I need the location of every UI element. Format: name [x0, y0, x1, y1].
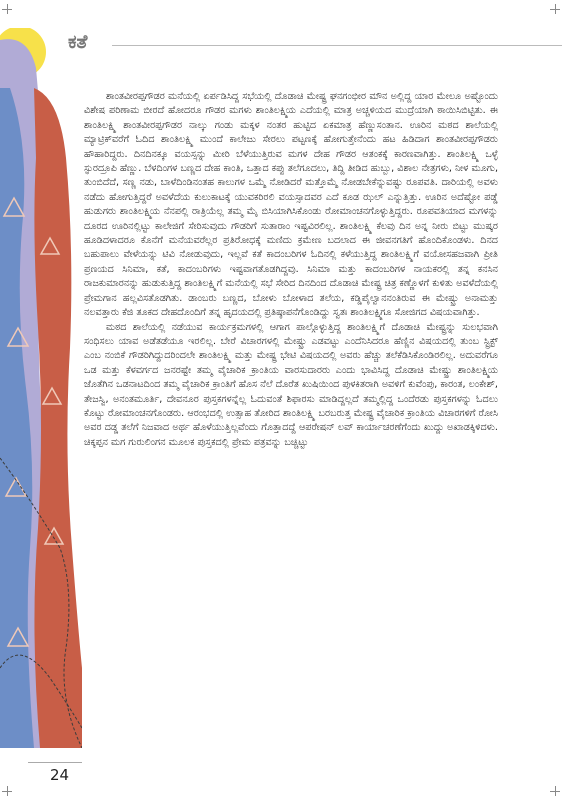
crop-mark [2, 786, 12, 796]
crop-mark [550, 4, 560, 14]
section-title: ಕತೆ [68, 31, 88, 53]
page-header [0, 22, 562, 62]
page-number: 24 [50, 766, 70, 784]
footer-rule [28, 762, 82, 763]
crop-mark [550, 786, 560, 796]
decorative-side-illustration [0, 28, 82, 748]
paragraph: ಶಾಂತವೀರಪ್ಪಗೌಡರ ಮನೆಯಲ್ಲಿ ಏರ್ಪಡಿಸಿದ್ದ ಸಭೆಯಲ್ಲಿ ದೊಡಾಚಿ ಮೇಷ್ಟ್ರ ಘನಗಂಭೀರ ಮೌನ ಅಲ್ಲಿದ್ದ ಯಾರ ಮೇಲೂ ಅಷ್ಟೊಂದು ವಿಶೇಷ ಪರಿಣಾಮ ಬೀರದೆ ಹೋದರೂ ಗೌಡರ ಮಗಳು ಶಾಂತಿಲಕ್ಷ್ಮಿಯ ಎದೆಯಲ್ಲಿ ಮಾತ್ರ ಅಚ್ಚಳಿಯದ ಮುದ್ರೆಯಾಗಿ ಠಾಯಿಸಿಬಿಟ್ಟಿತು. ಈ ಶಾಂತಿಲಕ್ಷ್ಮಿ ಶಾಂತವೀರಪ್ಪಗೌಡರ ನಾಲ್ಕು ಗಂಡು ಮಕ್ಕಳ ನಂತರ ಹುಟ್ಟಿದ ಏಕಮಾತ್ರ ಹೆಣ್ಣುಸಂತಾನ. ಊರಿನ ಮಠದ ಶಾಲೆಯಲ್ಲಿ ಮ್ಯಾಟ್ರಿಕ್‌ವರೆಗೆ ಓದಿದ ಶಾಂತಿಲಕ್ಷ್ಮಿ ಮುಂದೆ ಕಾಲೇಜು ಸೇರಲು ಪಟ್ಟಣಕ್ಕೆ ಹೋಗುತ್ತೇನೆಂದು ಹಟ ಹಿಡಿದಾಗ ಶಾಂತವೀರಪ್ಪಗೌಡರು ಹೌಹಾರಿದ್ದರು. ದಿನದಿನಕ್ಕೂ ವಯಸ್ಸನ್ನು ಮೀರಿ ಬೆಳೆಯುತ್ತಿರುವ ಮಗಳ ದೇಹ ಗೌಡರ ಆತಂಕಕ್ಕೆ ಕಾರಣವಾಗಿತ್ತು. ಶಾಂತಿಲಕ್ಷ್ಮಿ ಒಳ್ಳೆ ಸ್ಫುರದ್ರೂಪಿ ಹೆಣ್ಣು. ಬೆಳದಿಂಗಳ ಬಣ್ಣದ ದೇಹ ಕಾಂತಿ, ಒತ್ತಾದ ಕಪ್ಪು ತಲೆಗೂದಲು, ತಿದ್ದಿ ತೀಡಿದ ಹುಬ್ಬು, ವಿಶಾಲ ನೇತ್ರಗಳು, ನೀಳ ಮೂಗು, ತುಂಬಿದೆದೆ, ಸಣ್ಣ ನಡು, ಬಾಳೆದಿಂಡಿನಂತಹ ಕಾಲುಗಳ ಒಮ್ಮೆ ನೋಡಿದರೆ ಮತ್ತೊಮ್ಮೆ ನೋಡಬೇಕೆನ್ನುವಷ್ಟು ರೂಪವತಿ. ದಾರಿಯಲ್ಲಿ ಅವಳು ನಡೆದು ಹೋಗುತ್ತಿದ್ದರೆ ಅವಳೆದೆಯ ಕುಲುಕಾಟಕ್ಕೆ ಯುವಕರಿರಲಿ ವಯಸ್ಸಾದವರ ಎದೆ ಕೂಡ ಝಲ್ ಎನ್ನುತ್ತಿತ್ತು. ಊರಿನ ಅದೆಷ್ಟೋ ಪಡ್ಡೆ ಹುಡುಗರು ಶಾಂತಿಲಕ್ಷ್ಮಿಯ ನೆನಪಲ್ಲಿ ರಾತ್ರಿಯೆಲ್ಲ ತಮ್ಮ ಮೈ ಬಿಸಿಯಾಗಿಸಿಕೊಂಡು ರೋಮಾಂಚನಗೊಳ್ಳುತ್ತಿದ್ದರು. ರೂಪವತಿಯಾದ ಮಗಳನ್ನು ದೂರದ ಊರಿನಲ್ಲಿಟ್ಟು ಕಾಲೇಜಿಗೆ ಸೇರಿಸುವುದು ಗೌಡರಿಗೆ ಸುತಾರಾಂ ಇಷ್ಟವಿರಲಿಲ್ಲ. ಶಾಂತಿಲಕ್ಷ್ಮಿ ಕೆಲವು ದಿನ ಅನ್ನ ನೀರು ಬಿಟ್ಟು ಮುಷ್ಕರ ಹೂಡಿದಳಾದರೂ ಕೊನೆಗೆ ಮನೆಯವರೆಲ್ಲರ ಪ್ರತಿರೋಧಕ್ಕೆ ಮಣಿದು ಕ್ರಮೇಣ ಬದಲಾದ ಈ ಜೀವನಗತಿಗೆ ಹೊಂದಿಕೊಂಡಳು. ದಿನದ ಬಹುಪಾಲು ವೇಳೆಯನ್ನು ಟಿವಿ ನೋಡುವುದು, ಇಲ್ಲವೆ ಕತೆ ಕಾದಂಬರಿಗಳ ಓದಿನಲ್ಲಿ ಕಳೆಯುತ್ತಿದ್ದ ಶಾಂತಿಲಕ್ಷ್ಮಿಗೆ ವಯೋಸಹಜವಾಗಿ ಪ್ರೀತಿ ಪ್ರಣಯದ ಸಿನಿಮಾ, ಕತೆ, ಕಾದಂಬರಿಗಳು ಇಷ್ಟವಾಗತೊಡಗಿದ್ದವು. ಸಿನಿಮಾ ಮತ್ತು ಕಾದಂಬರಿಗಳ ನಾಯಕರಲ್ಲಿ ತನ್ನ ಕನಸಿನ ರಾಜಕುಮಾರನನ್ನು ಹುಡುಕುತ್ತಿದ್ದ ಶಾಂತಿಲಕ್ಷ್ಮಿಗೆ ಮನೆಯಲ್ಲಿ ಸಭೆ ಸೇರಿದ ದಿನದಿಂದ ದೊಡಾಚಿ ಮೇಷ್ಟ್ರ ಚಿತ್ರ ಕಣ್ಣೊಳಗೆ ಕುಳಿತು ಅವಳೆದೆಯಲ್ಲಿ ಪ್ರೇಮಗಾನ ಹಲ್ಲವಿಸತೊಡಗಿತು. ಡಾಂಬರು ಬಣ್ಣದ, ಬೋಳು ಬೋಳಾದ ತಲೆಯ, ಕಡ್ಡಿಪೈಲ್ವಾನನಂತಿರುವ ಈ ಮೇಷ್ಟ್ರು ಅನಾಮತ್ತು ನಲವತ್ತಾರು ಕೆಜಿ ತೂಕದ ದೇಹದೊಂದಿಗೆ ತನ್ನ ಹೃದಯದಲ್ಲಿ ಪ್ರತಿಷ್ಠಾಪನೆಗೊಂಡಿದ್ದು ಸ್ವತಃ ಶಾಂತಿಲಕ್ಷ್ಮಿಗೂ ಸೋಜಿಗದ ವಿಷಯವಾಗಿತ್ತು. [84, 91, 498, 319]
header-rule [112, 45, 562, 46]
paragraph: ಮಠದ ಶಾಲೆಯಲ್ಲಿ ನಡೆಯುವ ಕಾರ್ಯಕ್ರಮಗಳಲ್ಲಿ ಆಗಾಗ ಪಾಲ್ಗೊಳ್ಳುತ್ತಿದ್ದ ಶಾಂತಿಲಕ್ಷ್ಮಿಗೆ ದೊಡಾಚಿ ಮೇಷ್ಟ್ರನ್ನು ಸುಲಭವಾಗಿ ಸಂಧಿಸಲು ಯಾವ ಅಡೆತಡೆಯೂ ಇರಲಿಲ್ಲ. ಬೇರೆ ವಿಚಾರಗಳಲ್ಲಿ ಮೇಷ್ಟ್ರು ಎಡವಟ್ಟು ಎಂದೆನಿಸಿದರೂ ಹೆಣ್ಣಿನ ವಿಷಯದಲ್ಲಿ ತುಂಬ ಸ್ಟ್ರಿಕ್ಟ್ ಎಂಬ ನಂಬಿಕೆ ಗೌಡರಿಗಿದ್ದುದರಿಂದಲೇ ಶಾಂತಿಲಕ್ಷ್ಮಿ ಮತ್ತು ಮೇಷ್ಟ್ರ ಭೇಟಿ ವಿಷಯದಲ್ಲಿ ಅವರು ಹೆಚ್ಚು ತಲೆಕೆಡಿಸಿಕೊಂಡಿರಲಿಲ್ಲ. ಅದುವರೆಗೂ ಒಡ ಮತ್ತು ಕೆಳವರ್ಗದ ಜನರಷ್ಟೇ ತಮ್ಮ ವೈಚಾರಿಕ ಕ್ರಾಂತಿಯ ವಾರಸುದಾರರು ಎಂದು ಭಾವಿಸಿದ್ದ ದೊಡಾಚಿ ಮೇಷ್ಟ್ರು ಶಾಂತಿಲಕ್ಷ್ಮಿಯ ಜೊತೆಗಿನ ಒಡನಾಟದಿಂದ ತಮ್ಮ ವೈಚಾರಿಕ ಕ್ರಾಂತಿಗೆ ಹೊಸ ನೆಲೆ ದೊರೆತ ಖುಷಿಯಿಂದ ಪುಳಕಿತರಾಗಿ ಅವಳಿಗೆ ಕುವೆಂಪು, ಕಾರಂತ, ಲಂಕೇಶ್, ತೇಜಸ್ವಿ, ಅನಂತಮೂರ್ತಿ, ದೇವನೂರ ಪುಸ್ತಕಗಳನ್ನೆಲ್ಲ ಓದುವಂತೆ ಶಿಫಾರಸು ಮಾಡಿದ್ದಲ್ಲದೆ ತಮ್ಮಲ್ಲಿದ್ದ ಒಂದೆರಡು ಪುಸ್ತಕಗಳನ್ನು ಓದಲು ಕೊಟ್ಟು ರೋಮಾಂಚನಗೊಂಡರು. ಆರಂಭದಲ್ಲಿ ಉತ್ಸಾಹ ತೋರಿದ ಶಾಂತಿಲಕ್ಷ್ಮಿ ಬರಬರುತ್ತ ಮೇಷ್ಟ್ರ ವೈಚಾರಿಕ ಕ್ರಾಂತಿಯ ವಿಚಾರಗಳಿಗೆ ರೋಸಿ ಅವರ ದಡ್ಡ ತಲೆಗೆ ನಿಜವಾದ ಅರ್ಥ ಹೊಳೆಯುತ್ತಿಲ್ಲವೆಂದು ಗೊತ್ತಾದದ್ದೆ ಆಪರೇಷನ್ ಲವ್ ಕಾರ್ಯಾಚರಣೆಗೆಂದು ಖುದ್ದು ಅಖಾಡಕ್ಕಿಳಿದಳು. ಚಿಕ್ಕಪ್ಪನ ಮಗ ಗುರುಲಿಂಗನ ಮೂಲಕ ಪುಸ್ತಕದಲ್ಲಿ ಪ್ರೇಮ ಪತ್ರವನ್ನು ಬಚ್ಚಿಟ್ಟು [84, 321, 498, 448]
crop-mark [2, 4, 12, 14]
terracotta-band [34, 88, 82, 748]
story-body [84, 90, 498, 450]
